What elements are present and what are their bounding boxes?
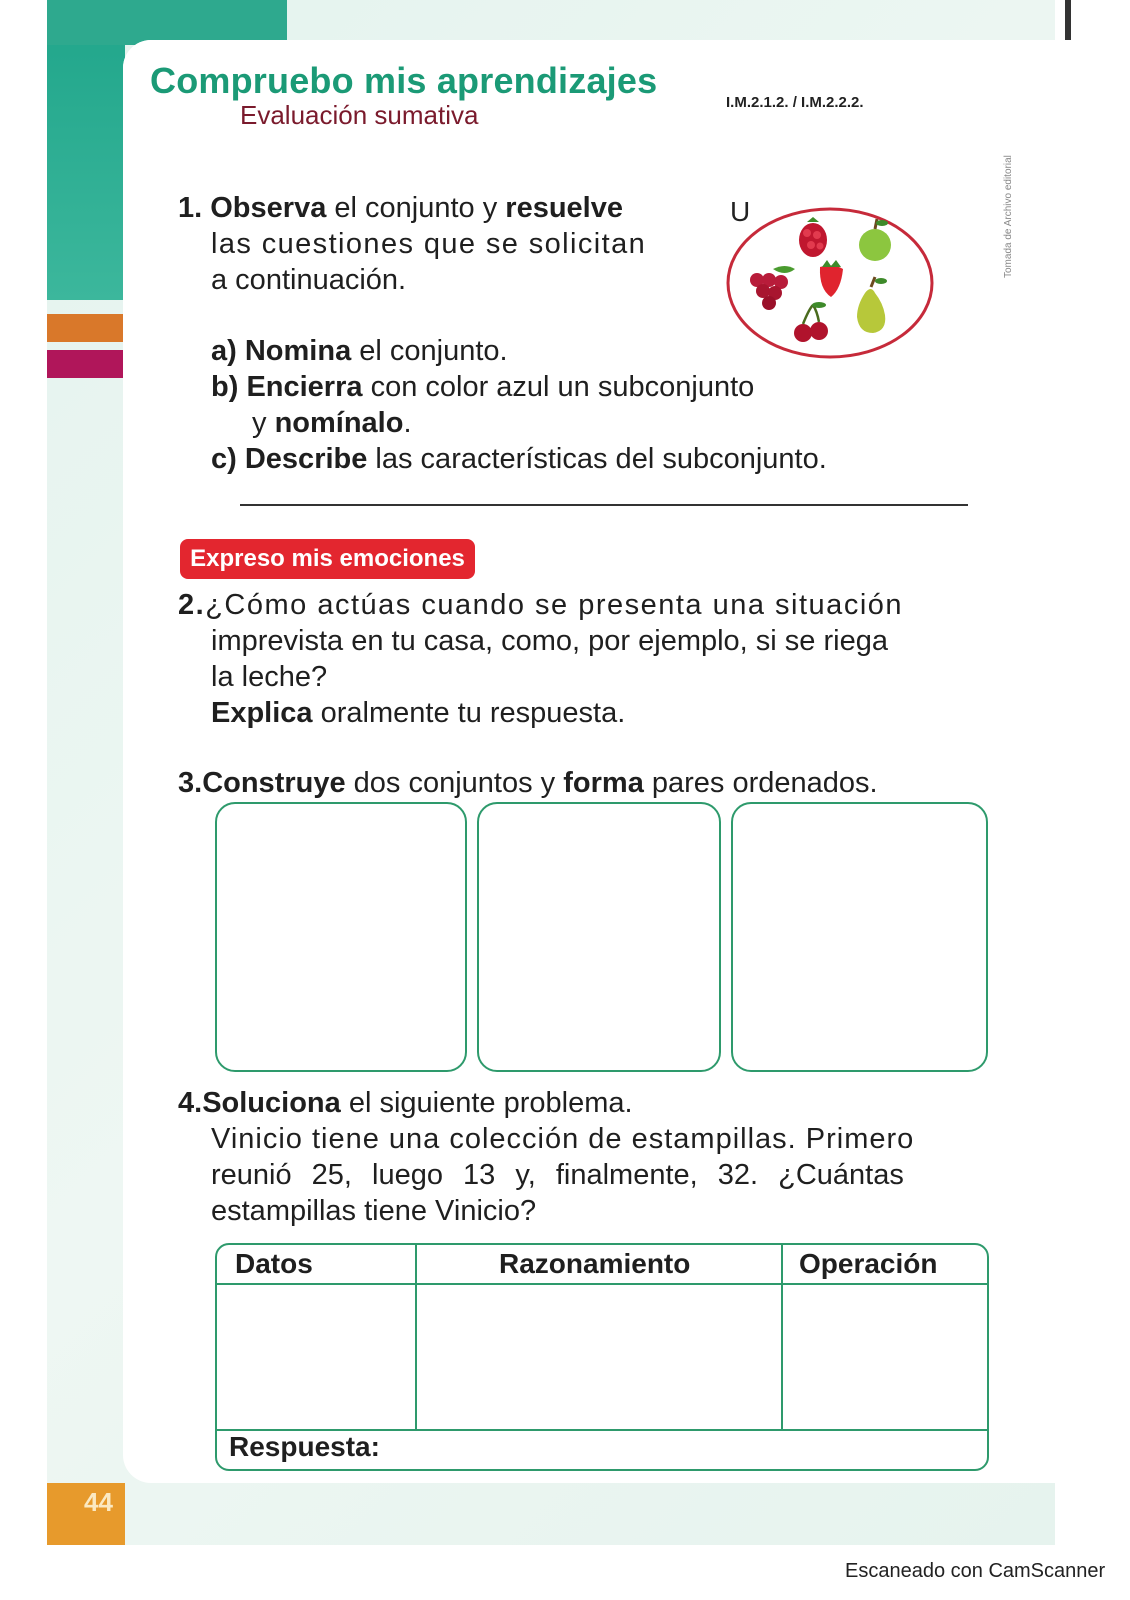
table-col-divider-1 (415, 1245, 417, 1429)
table-col-divider-2 (781, 1245, 783, 1429)
answer-box-set-1[interactable] (215, 802, 467, 1072)
q1-line3: a continuación. (211, 264, 407, 296)
cell-datos[interactable] (219, 1287, 413, 1427)
table-header-divider (217, 1283, 987, 1285)
scanner-watermark: Escaneado con CamScanner (845, 1560, 1106, 1582)
q1-verb-resuelve: resuelve (505, 192, 623, 224)
q2-line2: imprevista en tu casa, como, por ejemplo, si se riega (211, 625, 888, 657)
teal-top-stripe (47, 0, 287, 45)
answer-label: Respuesta: (229, 1431, 380, 1462)
q1-text1: el conjunto y (326, 192, 506, 224)
indicator-codes: I.M.2.1.2. / I.M.2.2.2. (726, 94, 864, 111)
cell-operacion[interactable] (785, 1287, 983, 1427)
orange-side-tab (47, 314, 123, 342)
q1-line1 (178, 190, 623, 226)
table-header-razonamiento: Razonamiento (499, 1248, 691, 1279)
q1-item-b-verb: Encierra (246, 371, 363, 403)
universe-label: U (730, 196, 751, 227)
magenta-side-tab (47, 350, 123, 378)
q4-line2: Vinicio tiene una colección de estampillas. Primero (211, 1123, 915, 1155)
page-number: 44 (84, 1487, 113, 1517)
q4-number: 4. (178, 1087, 203, 1119)
problem-table (215, 1243, 989, 1471)
q2-number: 2. (178, 589, 206, 621)
scan-edge-mark (1065, 0, 1071, 40)
q4-line1 (178, 1085, 633, 1121)
answer-box-set-2[interactable] (477, 802, 721, 1072)
q3-line1 (178, 765, 878, 801)
emotion-tag: Expreso mis emociones (180, 539, 475, 579)
table-header-operacion: Operación (799, 1248, 938, 1279)
q2-line4 (211, 695, 625, 731)
q1-item-c-text: las características del subconjunto. (367, 443, 827, 475)
q1-item-b-letter: b) (211, 371, 239, 403)
image-credit: Tomada de Archivo editorial (1003, 155, 1014, 278)
page-subtitle: Evaluación sumativa (240, 100, 479, 130)
q2-rest: oralmente tu respuesta. (312, 697, 626, 729)
q3-text1: dos conjuntos y (345, 767, 564, 799)
table-header-datos: Datos (235, 1248, 313, 1279)
q1-item-b-cont-post: . (403, 407, 412, 439)
q2-line1-text: ¿Cómo actúas cuando se presenta una situación (205, 589, 904, 621)
q1-item-b-text: con color azul un subconjunto (362, 371, 755, 403)
fruit-set-diagram (725, 205, 935, 361)
q3-number: 3. (178, 767, 203, 799)
q1-item-a-verb: Nomina (244, 335, 352, 367)
cell-razonamiento[interactable] (419, 1287, 779, 1427)
q1-item-a-text: el conjunto. (351, 335, 508, 367)
page-title: Compruebo mis aprendizajes (150, 60, 658, 101)
q1-item-c-letter: c) (211, 443, 237, 475)
q1-number: 1. (178, 192, 203, 224)
q3-verb-construye: Construye (202, 767, 346, 799)
q1-item-a (211, 333, 508, 369)
q1-line2: las cuestiones que se solicitan (211, 228, 647, 260)
q3-text2: pares ordenados. (643, 767, 878, 799)
q1-answer-line[interactable] (240, 504, 968, 506)
q1-item-b-cont-verb: nomínalo (274, 407, 404, 439)
q2-line1 (178, 587, 903, 623)
q1-item-b (211, 369, 754, 405)
answer-box-pairs[interactable] (731, 802, 988, 1072)
q2-verb: Explica (211, 697, 313, 729)
teal-side-stripe (47, 0, 125, 300)
q4-line4: estampillas tiene Vinicio? (211, 1195, 537, 1227)
q3-verb-forma: forma (563, 767, 644, 799)
q1-item-b-cont (252, 405, 412, 441)
q4-line3: reunió 25, luego 13 y, finalmente, 32. ¿Cuántas (211, 1159, 904, 1191)
q2-line3: la leche? (211, 661, 328, 693)
q4-verb: Soluciona (202, 1087, 341, 1119)
q1-item-b-cont-pre: y (252, 407, 275, 439)
q1-item-a-letter: a) (211, 335, 237, 367)
q4-rest: el siguiente problema. (340, 1087, 633, 1119)
q1-item-c-verb: Describe (244, 443, 368, 475)
q1-verb-observa: Observa (210, 192, 327, 224)
scan-margin (1055, 0, 1130, 1545)
q1-item-c (211, 441, 827, 477)
